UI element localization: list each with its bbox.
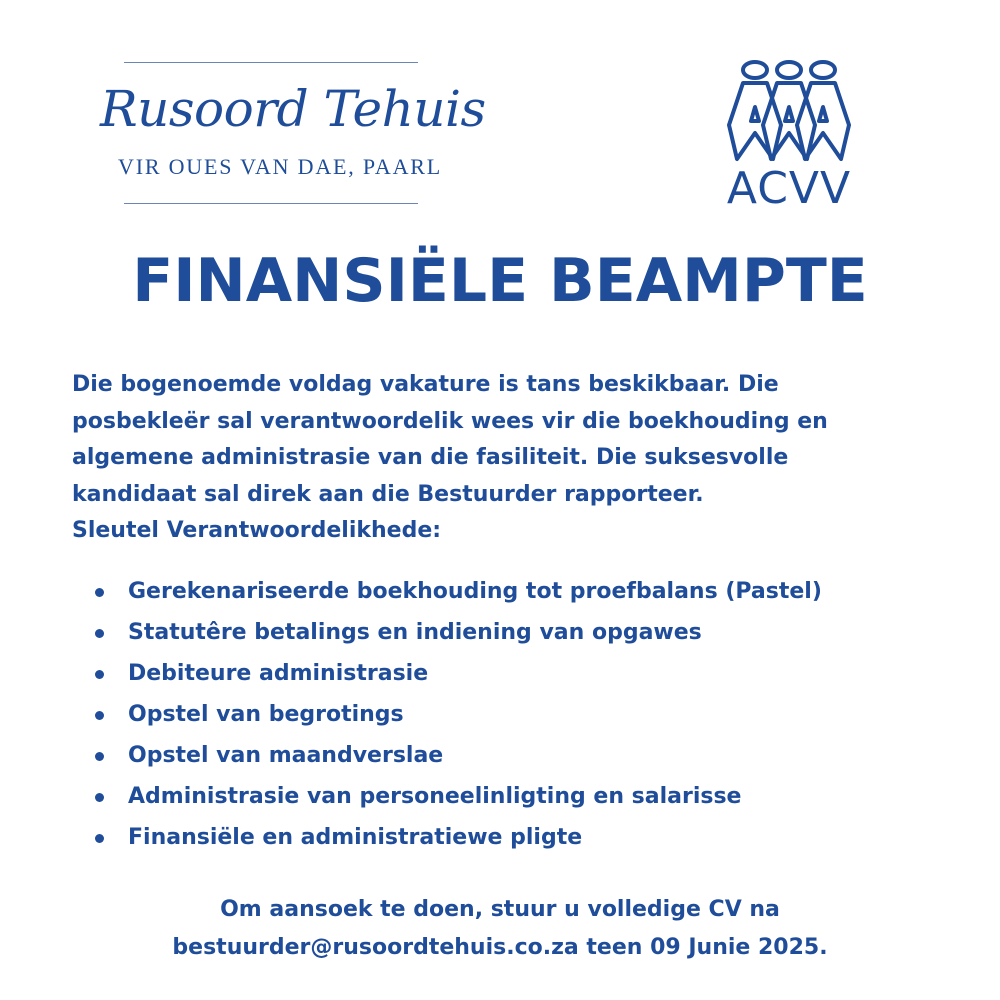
duty-text: Statutêre betalings en indiening van opgawes: [128, 620, 702, 645]
duties-list: [72, 574, 972, 861]
list-item: [72, 738, 972, 779]
intro-line: posbekleër sal verantwoordelik wees vir die boekhouding en: [72, 408, 828, 434]
job-title: FINANSIËLE BEAMPTE: [132, 246, 868, 316]
intro-line: Die bogenoemde voldag vakature is tans beskikbaar. Die: [72, 372, 779, 397]
intro-line: algemene administrasie van die fasiliteit. Die suksesvolle: [72, 445, 789, 470]
acvv-logo: [715, 55, 865, 214]
duty-text: Opstel van begrotings: [128, 702, 404, 727]
bullet-icon: [95, 793, 104, 802]
duty-text: Opstel van maandverslae: [128, 743, 444, 768]
bullet-icon: [95, 834, 104, 843]
rusoord-logo: [100, 58, 486, 208]
logo-top-rule: [124, 62, 418, 63]
bullet-icon: [95, 711, 104, 720]
bullet-icon: [95, 752, 104, 761]
duty-text: Gerekenariseerde boekhouding tot proefbalans (Pastel): [128, 579, 822, 604]
bullet-icon: [95, 629, 104, 638]
bullet-icon: [95, 588, 104, 597]
duty-text: Administrasie van personeelinligting en salarisse: [128, 784, 742, 809]
rusoord-logo-tagline: VIR OUES VAN DAE, PAARL: [118, 154, 442, 179]
application-instructions: [0, 891, 1000, 967]
list-item: [72, 697, 972, 738]
list-item: [72, 779, 972, 820]
duty-text: Finansiële en administratiewe pligte: [128, 825, 583, 850]
duties-heading: Sleutel Verantwoordelikhede:: [72, 518, 442, 543]
acvv-figures-icon: [715, 55, 865, 170]
rusoord-logo-name: Rusoord Tehuis: [100, 80, 486, 138]
apply-line: Om aansoek te doen, stuur u volledige CV na: [220, 897, 780, 922]
duty-text: Debiteure administrasie: [128, 661, 429, 686]
list-item: [72, 820, 972, 861]
logo-bottom-rule: [124, 203, 418, 204]
intro-paragraph: [72, 367, 962, 550]
acvv-logo-name: ACVV: [726, 163, 852, 214]
list-item: [72, 615, 972, 656]
apply-line: bestuurder@rusoordtehuis.co.za teen 09 Junie 2025.: [172, 935, 828, 960]
bullet-icon: [95, 670, 104, 679]
intro-line: kandidaat sal direk aan die Bestuurder rapporteer.: [72, 481, 704, 507]
list-item: [72, 656, 972, 697]
list-item: [72, 574, 972, 615]
